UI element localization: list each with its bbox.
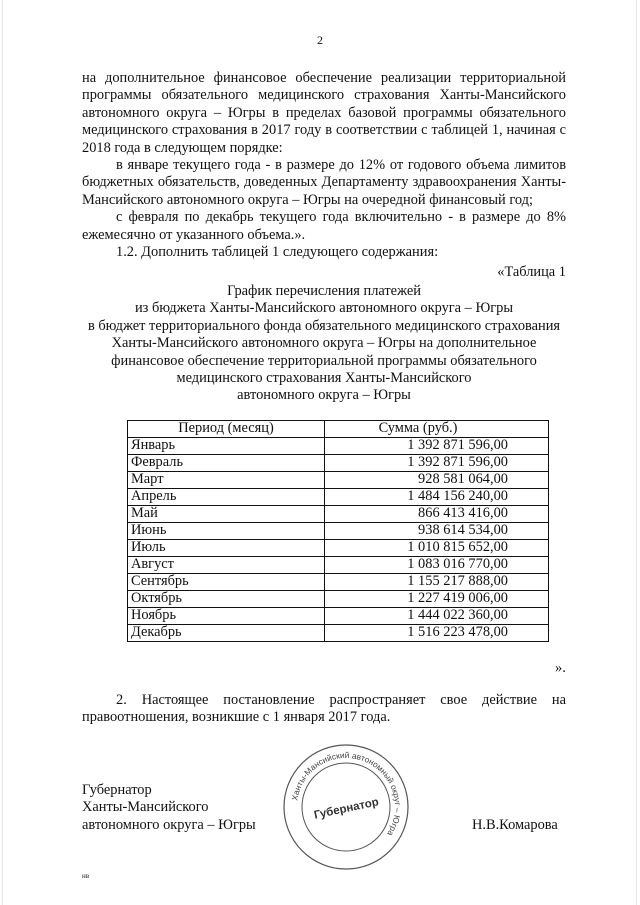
schedule-title-line: финансовое обеспечение территориальной программы обязательного xyxy=(111,352,537,369)
header-sum: Сумма (руб.) xyxy=(325,421,549,438)
signatory-title-line: Губернатор xyxy=(82,782,152,798)
intro-paragraph-3: с февраля по декабрь текущего года включительно - в размере до 8% ежемесячно от указанного объема.». xyxy=(82,209,566,243)
table-row xyxy=(128,438,549,455)
month-cell: Декабрь xyxy=(128,625,325,642)
signatory-name: Н.В.Комарова xyxy=(472,817,558,833)
table-row xyxy=(128,455,549,472)
table-row xyxy=(128,608,549,625)
schedule-title-line: в бюджет территориального фонда обязательного медицинского страхования xyxy=(87,317,561,334)
sum-cell: 1 392 871 596,00 xyxy=(325,455,549,472)
scan-edge-right xyxy=(636,0,637,905)
schedule-title-line: автономного округа – Югры xyxy=(237,387,411,404)
month-cell: Январь xyxy=(128,438,325,455)
table-row xyxy=(128,472,549,489)
month-cell: Март xyxy=(128,472,325,489)
table-row xyxy=(128,523,549,540)
sum-cell: 1 227 419 006,00 xyxy=(325,591,549,608)
month-cell: Август xyxy=(128,557,325,574)
sum-cell: 1 444 022 360,00 xyxy=(325,608,549,625)
table-row xyxy=(128,591,549,608)
closing-quote: ». xyxy=(555,660,566,676)
sum-cell: 1 083 016 770,00 xyxy=(325,557,549,574)
table-header-row xyxy=(128,421,549,438)
official-stamp xyxy=(281,742,411,872)
payment-schedule-table xyxy=(127,420,549,642)
scan-edge-left xyxy=(2,0,3,905)
table-caption: «Таблица 1 xyxy=(497,264,566,281)
schedule-title xyxy=(82,283,566,405)
month-cell: Май xyxy=(128,506,325,523)
schedule-title-line: медицинского страхования Ханты-Мансийского xyxy=(176,369,472,386)
signatory-title-line: автономного округа – Югры xyxy=(82,816,256,833)
signatory-title xyxy=(82,782,256,834)
schedule-title-line: Ханты-Мансийского автономного округа – Югры на дополнительное xyxy=(111,335,537,352)
sum-cell: 1 516 223 478,00 xyxy=(325,625,549,642)
month-cell: Февраль xyxy=(128,455,325,472)
month-cell: Апрель xyxy=(128,489,325,506)
stamp-ring-text: Ханты-Мансийский автономный округ – Югра xyxy=(289,749,404,838)
schedule-title-line: График перечисления платежей xyxy=(227,282,421,299)
sum-cell: 1 010 815 652,00 xyxy=(325,540,549,557)
intro-paragraph-4: 1.2. Дополнить таблицей 1 следующего содержания: xyxy=(116,244,439,261)
header-period: Период (месяц) xyxy=(128,421,325,438)
month-cell: Ноябрь xyxy=(128,608,325,625)
month-cell: Июль xyxy=(128,540,325,557)
sum-cell: 1 155 217 888,00 xyxy=(325,574,549,591)
stamp-center-text: Губернатор xyxy=(312,796,380,822)
intro-paragraph-2: в январе текущего года - в размере до 12% от годового объема лимитов бюджетных обязательств, доведенных Департаменту здравоохранения Ханты-Мансийского автономного округа – Югры на очередной финансовый год; xyxy=(82,157,566,208)
month-cell: Сентябрь xyxy=(128,574,325,591)
sum-cell: 938 614 534,00 xyxy=(325,523,549,540)
footer-code: нв xyxy=(82,872,90,880)
month-cell: Июнь xyxy=(128,523,325,540)
sum-cell: 928 581 064,00 xyxy=(325,472,549,489)
section-2-paragraph xyxy=(82,692,566,727)
table-row xyxy=(128,506,549,523)
table-row xyxy=(128,574,549,591)
sum-cell: 1 484 156 240,00 xyxy=(325,489,549,506)
month-cell: Октябрь xyxy=(128,591,325,608)
table-row xyxy=(128,540,549,557)
sum-cell: 1 392 871 596,00 xyxy=(325,438,549,455)
table-row xyxy=(128,557,549,574)
table-row xyxy=(128,489,549,506)
sum-cell: 866 413 416,00 xyxy=(325,506,549,523)
section-2-text: 2. Настоящее постановление распространяет свое действие на правоотношения, возникшие с 1 января 2017 года. xyxy=(82,692,566,726)
schedule-title-line: из бюджета Ханты-Мансийского автономного округа – Югры xyxy=(134,300,514,317)
page-number: 2 xyxy=(317,33,323,47)
document-body xyxy=(82,70,566,405)
intro-paragraph-1: на дополнительное финансовое обеспечение реализации территориальной программы обязательного медицинского страхования Ханты-Мансийского автономного округа – Югры в пределах базовой программы обязательного медицинского страхования в 2017 году в соответствии с таблицей 1, начиная с 2018 года в следующем порядке: xyxy=(82,70,566,156)
signatory-title-line: Ханты-Мансийского xyxy=(82,799,209,816)
table-row xyxy=(128,625,549,642)
